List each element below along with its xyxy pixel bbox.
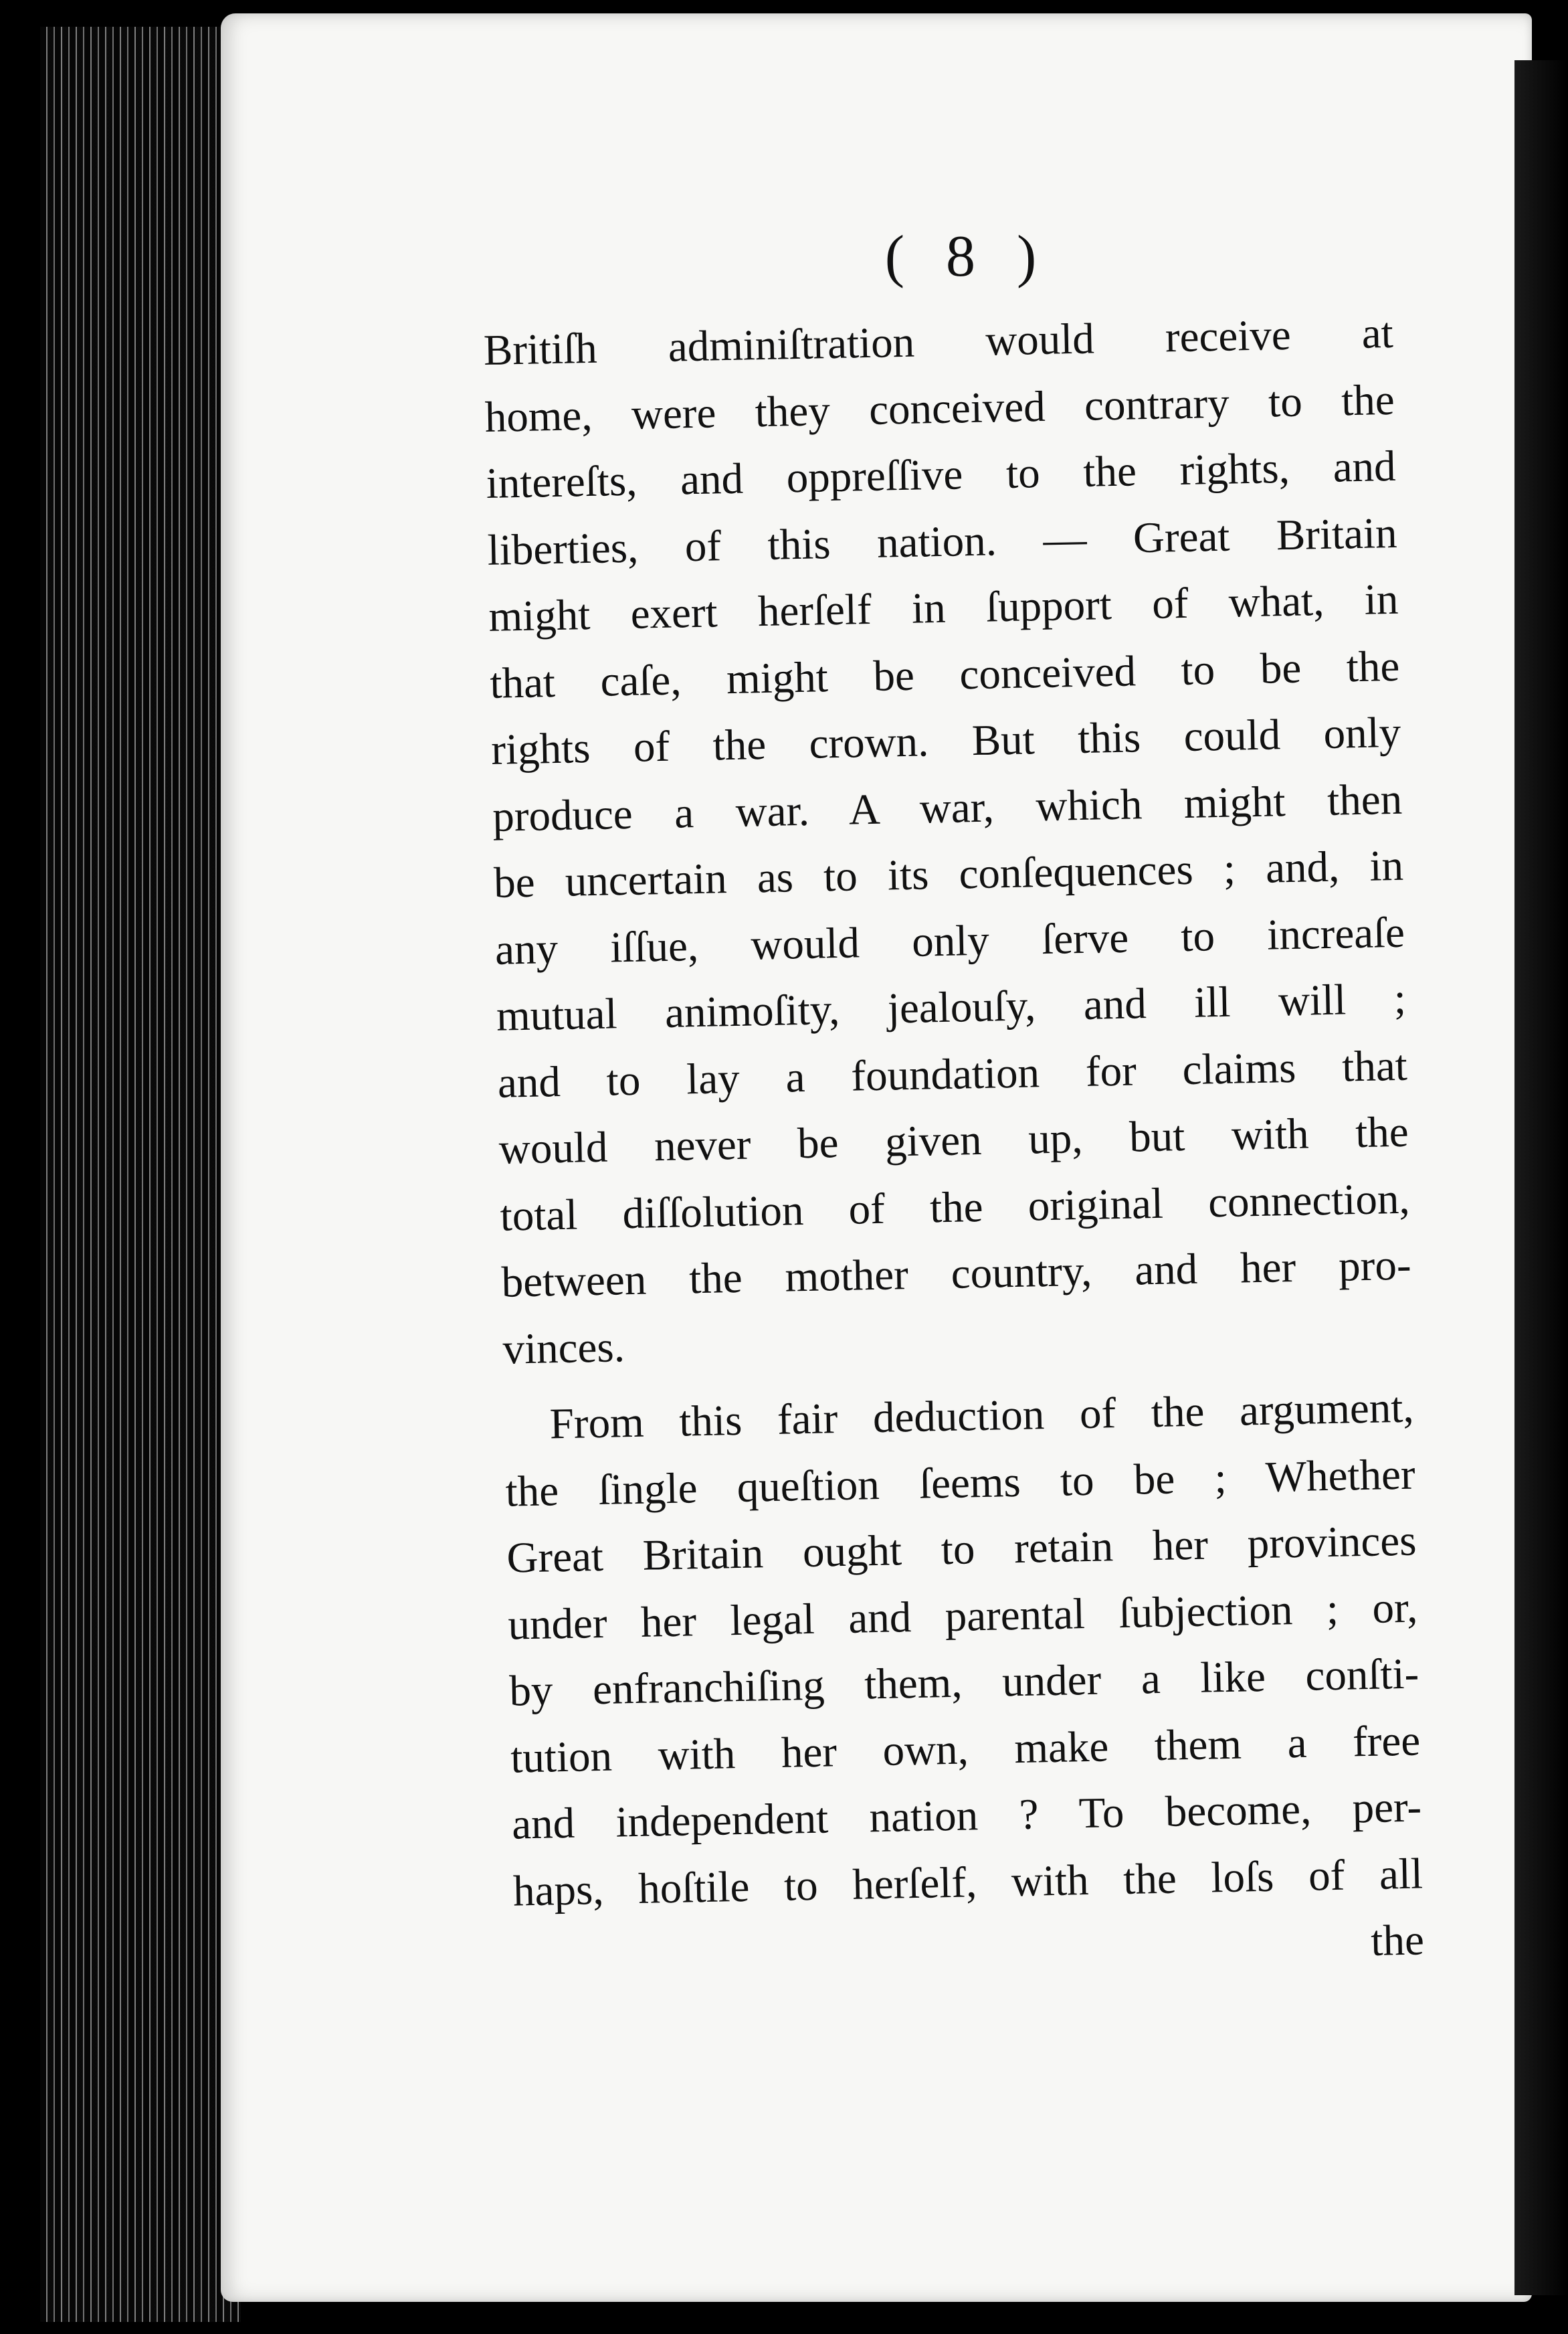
text-line: rights of the crown. But this could only	[490, 708, 1401, 774]
text-line: that caſe, might be conceived to be the	[489, 642, 1400, 708]
text-line: tution with her own, make them a free	[510, 1716, 1421, 1783]
text-line: vinces.	[502, 1322, 625, 1374]
text-line: mutual animoſity, jealouſy, and ill will ;	[496, 974, 1407, 1041]
page-edges	[40, 27, 241, 2322]
text-line: and independent nation ? To become, per-	[511, 1783, 1422, 1849]
text-line: be uncertain as to its conſequences ; and, in	[493, 841, 1404, 907]
text-line: total diſſolution of the original connection,	[500, 1174, 1411, 1241]
text-line: home, were they conceived contrary to the	[484, 375, 1395, 442]
text-line: intereſts, and oppreſſive to the rights, and	[486, 442, 1397, 508]
text-line: would never be given up, but with the	[498, 1107, 1409, 1174]
facing-page-edge	[1514, 60, 1568, 2295]
body-text	[483, 300, 1425, 1991]
text-line: might exert herſelf in ſupport of what, in	[488, 575, 1399, 641]
text-line: Great Britain ought to retain her provinces	[506, 1516, 1417, 1583]
text-line: Britiſh adminiſtration would receive at	[483, 308, 1394, 375]
text-line: under her legal and parental ſubjection ; or,	[507, 1583, 1418, 1649]
text-line: haps, hoſtile to herſelf, with the loſs of all	[512, 1849, 1424, 1916]
page-number: ( 8 )	[884, 224, 1050, 289]
text-line: and to lay a foundation for claims that	[497, 1041, 1408, 1107]
text-line: by enfranchiſing them, under a like conſti-	[508, 1649, 1419, 1716]
text-line: liberties, of this nation. — Great Britain	[486, 509, 1398, 575]
text-line: the ſingle queſtion ſeems to be ; Whether	[504, 1450, 1416, 1516]
text-line: produce a war. A war, which might then	[492, 775, 1403, 841]
text-line: any iſſue, would only ſerve to increaſe	[494, 908, 1405, 974]
text-line: From this fair deduction of the argument,	[549, 1383, 1415, 1449]
text-line: between the mother country, and her pro-	[500, 1241, 1412, 1307]
catchword: the	[1370, 1916, 1425, 1965]
